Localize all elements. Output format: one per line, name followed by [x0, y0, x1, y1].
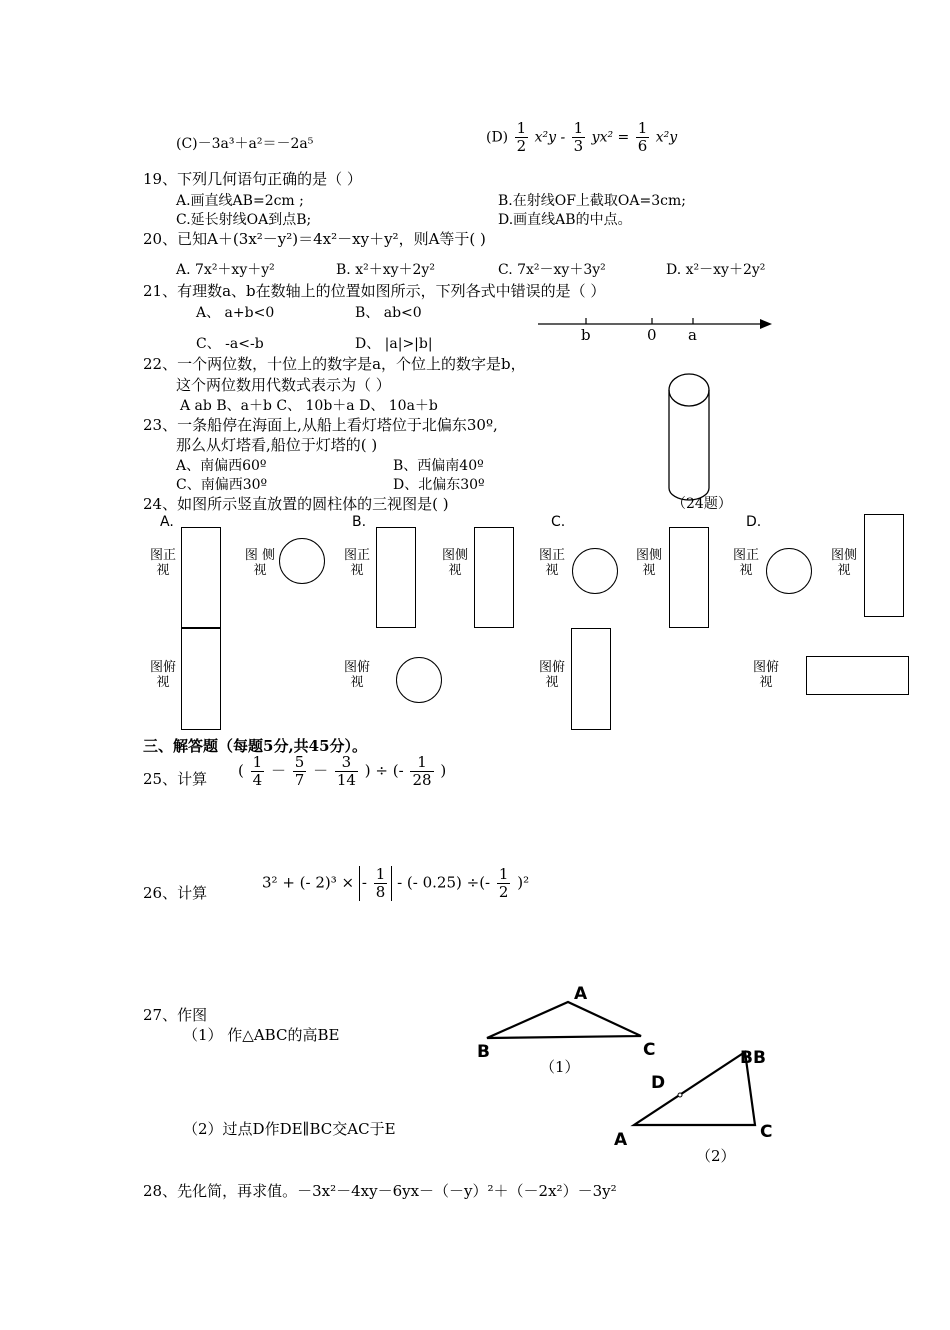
operator: － [270, 761, 286, 780]
axis-label-a: a [688, 326, 697, 344]
fig2-label-c: C [760, 1122, 773, 1142]
q18-option-c: (C)－3a³＋a²＝－2a⁵ [176, 136, 314, 152]
top-view-label: 图俯 视 [538, 660, 566, 690]
q28-stem: 28、先化简，再求值。－3x²－4xy－6yx－（－y）²＋（－2x²）－3y² [143, 1182, 617, 1200]
q19-option-a: A.画直线AB=2cm ; [176, 193, 304, 209]
fig2-label-d: D [651, 1073, 666, 1093]
fraction: $\frac{1}{3}$ [573, 119, 584, 155]
q19-option-d: D.画直线AB的中点。 [498, 212, 632, 228]
q20-option-b: B. x²＋xy＋2y² [336, 262, 435, 278]
paren: ( [238, 761, 244, 780]
q21-option-a: A、 a+b<0 [196, 305, 275, 321]
term: 3² + (- 2)³ × [262, 873, 355, 892]
q23-stem: 23、一条船停在海面上,从船上看灯塔位于北偏东30º, [143, 416, 498, 434]
top-view-label: 图俯 视 [149, 660, 177, 690]
fig2-label-a: A [614, 1130, 628, 1150]
q19-option-c: C.延长射线OA到点B; [176, 212, 312, 228]
q19-option-b: B.在射线OF上截取OA=3cm; [498, 193, 686, 209]
q25-label: 25、计算 [143, 770, 208, 788]
fraction: $\frac{5}{7}$ [294, 753, 305, 789]
axis-label-0: 0 [647, 326, 657, 344]
q23-option-b: B、西偏南40º [393, 458, 484, 474]
fig1-caption: （1） [540, 1058, 580, 1076]
axis-label-b: b [581, 326, 591, 344]
section-title: 三、解答题（每题5分,共45分）。 [143, 737, 368, 755]
q21-option-d: D、 |a|>|b| [355, 336, 433, 352]
operator: ) ÷ (- [364, 761, 404, 780]
q21-option-b: B、 ab<0 [355, 305, 422, 321]
q26-label: 26、计算 [143, 884, 208, 902]
q23-stem2: 那么从灯塔看,船位于灯塔的( ) [176, 436, 378, 454]
fraction: $\frac{1}{2}$ [516, 119, 527, 155]
term: x²y [655, 129, 678, 146]
q20-option-d: D. x²－xy＋2y² [666, 262, 766, 278]
front-view-label: 图正 视 [343, 548, 371, 578]
q22-options: A ab B、a＋b C、 10b＋a D、 10a＋b [180, 398, 438, 414]
q23-option-d: D、北偏东30º [393, 477, 485, 493]
front-view-label: 图正 视 [149, 548, 177, 578]
q27-part2: （2）过点D作DE∥BC交AC于E [183, 1120, 396, 1138]
fraction: $\frac{1}{28}$ [412, 753, 432, 789]
front-view-label: 图正 视 [538, 548, 566, 578]
operator: － [313, 761, 329, 780]
fig1-label-a: A [574, 984, 588, 1004]
fraction: $\frac{1}{4}$ [252, 753, 263, 789]
fig1-label-b: B [477, 1042, 490, 1062]
fraction: $\frac{1}{6}$ [637, 119, 648, 155]
side-view-label: 图侧 视 [830, 548, 858, 578]
side-view-label: 图侧 视 [441, 548, 469, 578]
q20-option-a: A. 7x²＋xy＋y² [176, 262, 275, 278]
paren: ) [440, 761, 447, 780]
top-view-label: 图俯 视 [752, 660, 780, 690]
fig-caption: （24题） [672, 496, 732, 512]
fraction: $\frac{1}{2}$ [498, 865, 509, 901]
q24-stem: 24、如图所示竖直放置的圆柱体的三视图是( ) [143, 495, 449, 513]
q24-option-a: A. [160, 514, 174, 530]
q24-option-c: C. [551, 514, 566, 530]
front-view-label: 图正 视 [732, 548, 760, 578]
q21-option-c: C、 -a<-b [196, 336, 264, 352]
q22-stem2: 这个两位数用代数式表示为（ ） [176, 376, 391, 394]
q20-stem: 20、已知A＋(3x²－y²)＝4x²－xy＋y²，则A等于( ) [143, 230, 486, 248]
operator: - [361, 873, 367, 892]
q27-label: 27、作图 [143, 1006, 208, 1024]
q22-stem: 22、一个两位数，十位上的数字是a，个位上的数字是b， [143, 355, 526, 373]
top-view-label: 图俯 视 [343, 660, 371, 690]
term: x²y - [534, 129, 566, 146]
q24-option-b: B. [352, 514, 367, 530]
term: - (- 0.25) ÷(- [397, 873, 491, 892]
fig1-label-c: C [643, 1040, 656, 1060]
q20-option-c: C. 7x²－xy＋3y² [498, 262, 606, 278]
q23-option-a: A、南偏西60º [176, 458, 267, 474]
fig2-label-b: BB [740, 1048, 766, 1068]
q24-option-d: D. [746, 514, 762, 530]
q27-part1: （1） 作△ABC的高BE [183, 1026, 340, 1044]
fig2-caption: （2） [696, 1147, 736, 1165]
q23-option-c: C、南偏西30º [176, 477, 268, 493]
fraction: $\frac{3}{14}$ [336, 753, 356, 789]
q21-stem: 21、有理数a、b在数轴上的位置如图所示，下列各式中错误的是（ ） [143, 282, 606, 300]
side-view-label: 图侧 视 [635, 548, 663, 578]
side-view-label: 图 侧 视 [244, 548, 276, 578]
q18-d-prefix: (D) [486, 129, 509, 146]
term: yx² = [591, 129, 630, 146]
q19-stem: 19、下列几何语句正确的是（ ） [143, 170, 362, 188]
fraction: $\frac{1}{8}$ [375, 865, 386, 901]
term: )² [517, 873, 530, 892]
